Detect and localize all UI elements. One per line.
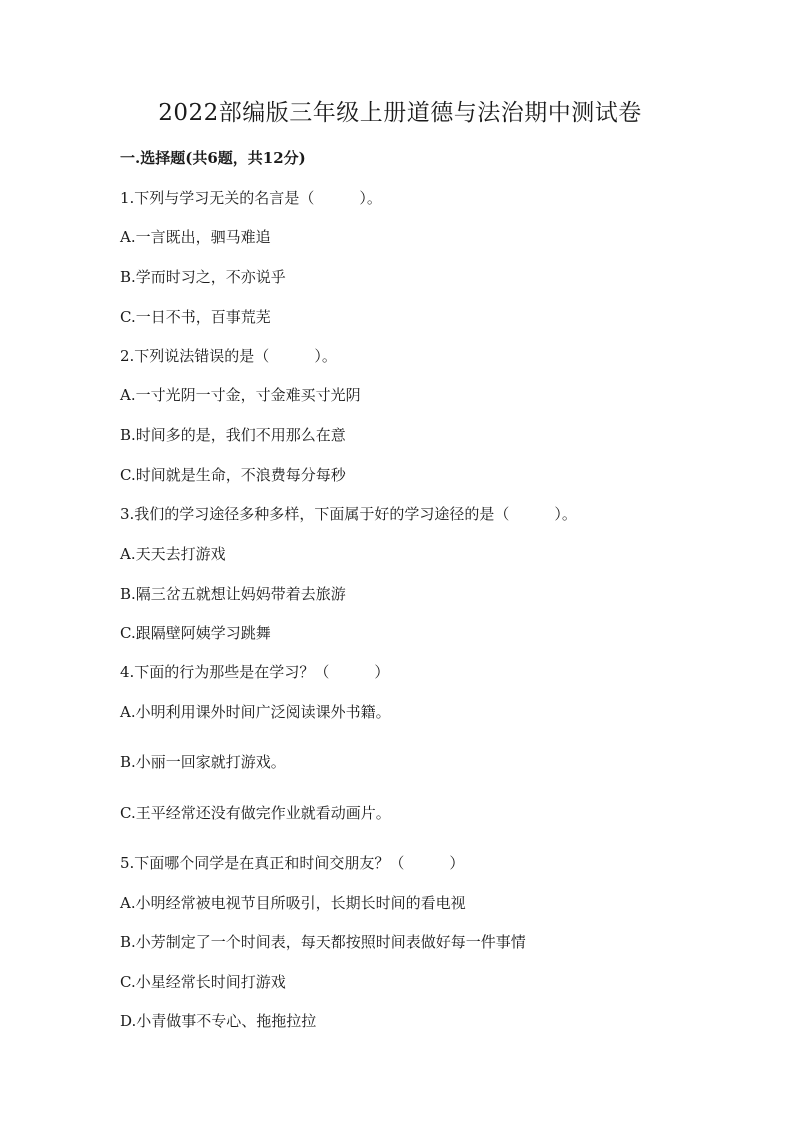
- question-4-option-c: C.王平经常还没有做完作业就看动画片。: [120, 804, 391, 822]
- question-5-stem: 5.下面哪个同学是在真正和时间交朋友？（ ）: [120, 854, 465, 872]
- question-2-option-c: C.时间就是生命，不浪费每分每秒: [120, 466, 346, 484]
- question-2-stem: 2.下列说法错误的是（ ）。: [120, 347, 337, 365]
- question-2-option-b: B.时间多的是，我们不用那么在意: [120, 426, 346, 444]
- question-4-stem: 4.下面的行为那些是在学习？（ ）: [120, 663, 390, 681]
- question-3-option-b: B.隔三岔五就想让妈妈带着去旅游: [120, 585, 346, 603]
- question-3-stem: 3.我们的学习途径多种多样，下面属于好的学习途径的是（ ）。: [120, 505, 577, 523]
- question-5-option-d: D.小青做事不专心、拖拖拉拉: [120, 1012, 317, 1030]
- question-5-option-b: B.小芳制定了一个时间表，每天都按照时间表做好每一件事情: [120, 933, 526, 951]
- question-1-option-a: A.一言既出，驷马难追: [120, 228, 271, 246]
- question-4-option-a: A.小明利用课外时间广泛阅读课外书籍。: [120, 703, 391, 721]
- section-heading: 一.选择题(共6题，共12分): [120, 149, 306, 167]
- question-5-option-a: A.小明经常被电视节目所吸引，长期长时间的看电视: [120, 894, 466, 912]
- question-4-option-b: B.小丽一回家就打游戏。: [120, 753, 286, 771]
- question-2-option-a: A.一寸光阴一寸金，寸金难买寸光阴: [120, 386, 361, 404]
- question-1-stem: 1.下列与学习无关的名言是（ ）。: [120, 189, 382, 207]
- question-3-option-c: C.跟隔壁阿姨学习跳舞: [120, 624, 271, 642]
- question-1-option-b: B.学而时习之，不亦说乎: [120, 268, 286, 286]
- question-1-option-c: C.一日不书，百事荒芜: [120, 308, 271, 326]
- page-title: 2022部编版三年级上册道德与法治期中测试卷: [158, 100, 642, 126]
- question-5-option-c: C.小星经常长时间打游戏: [120, 973, 286, 991]
- question-3-option-a: A.天天去打游戏: [120, 545, 226, 563]
